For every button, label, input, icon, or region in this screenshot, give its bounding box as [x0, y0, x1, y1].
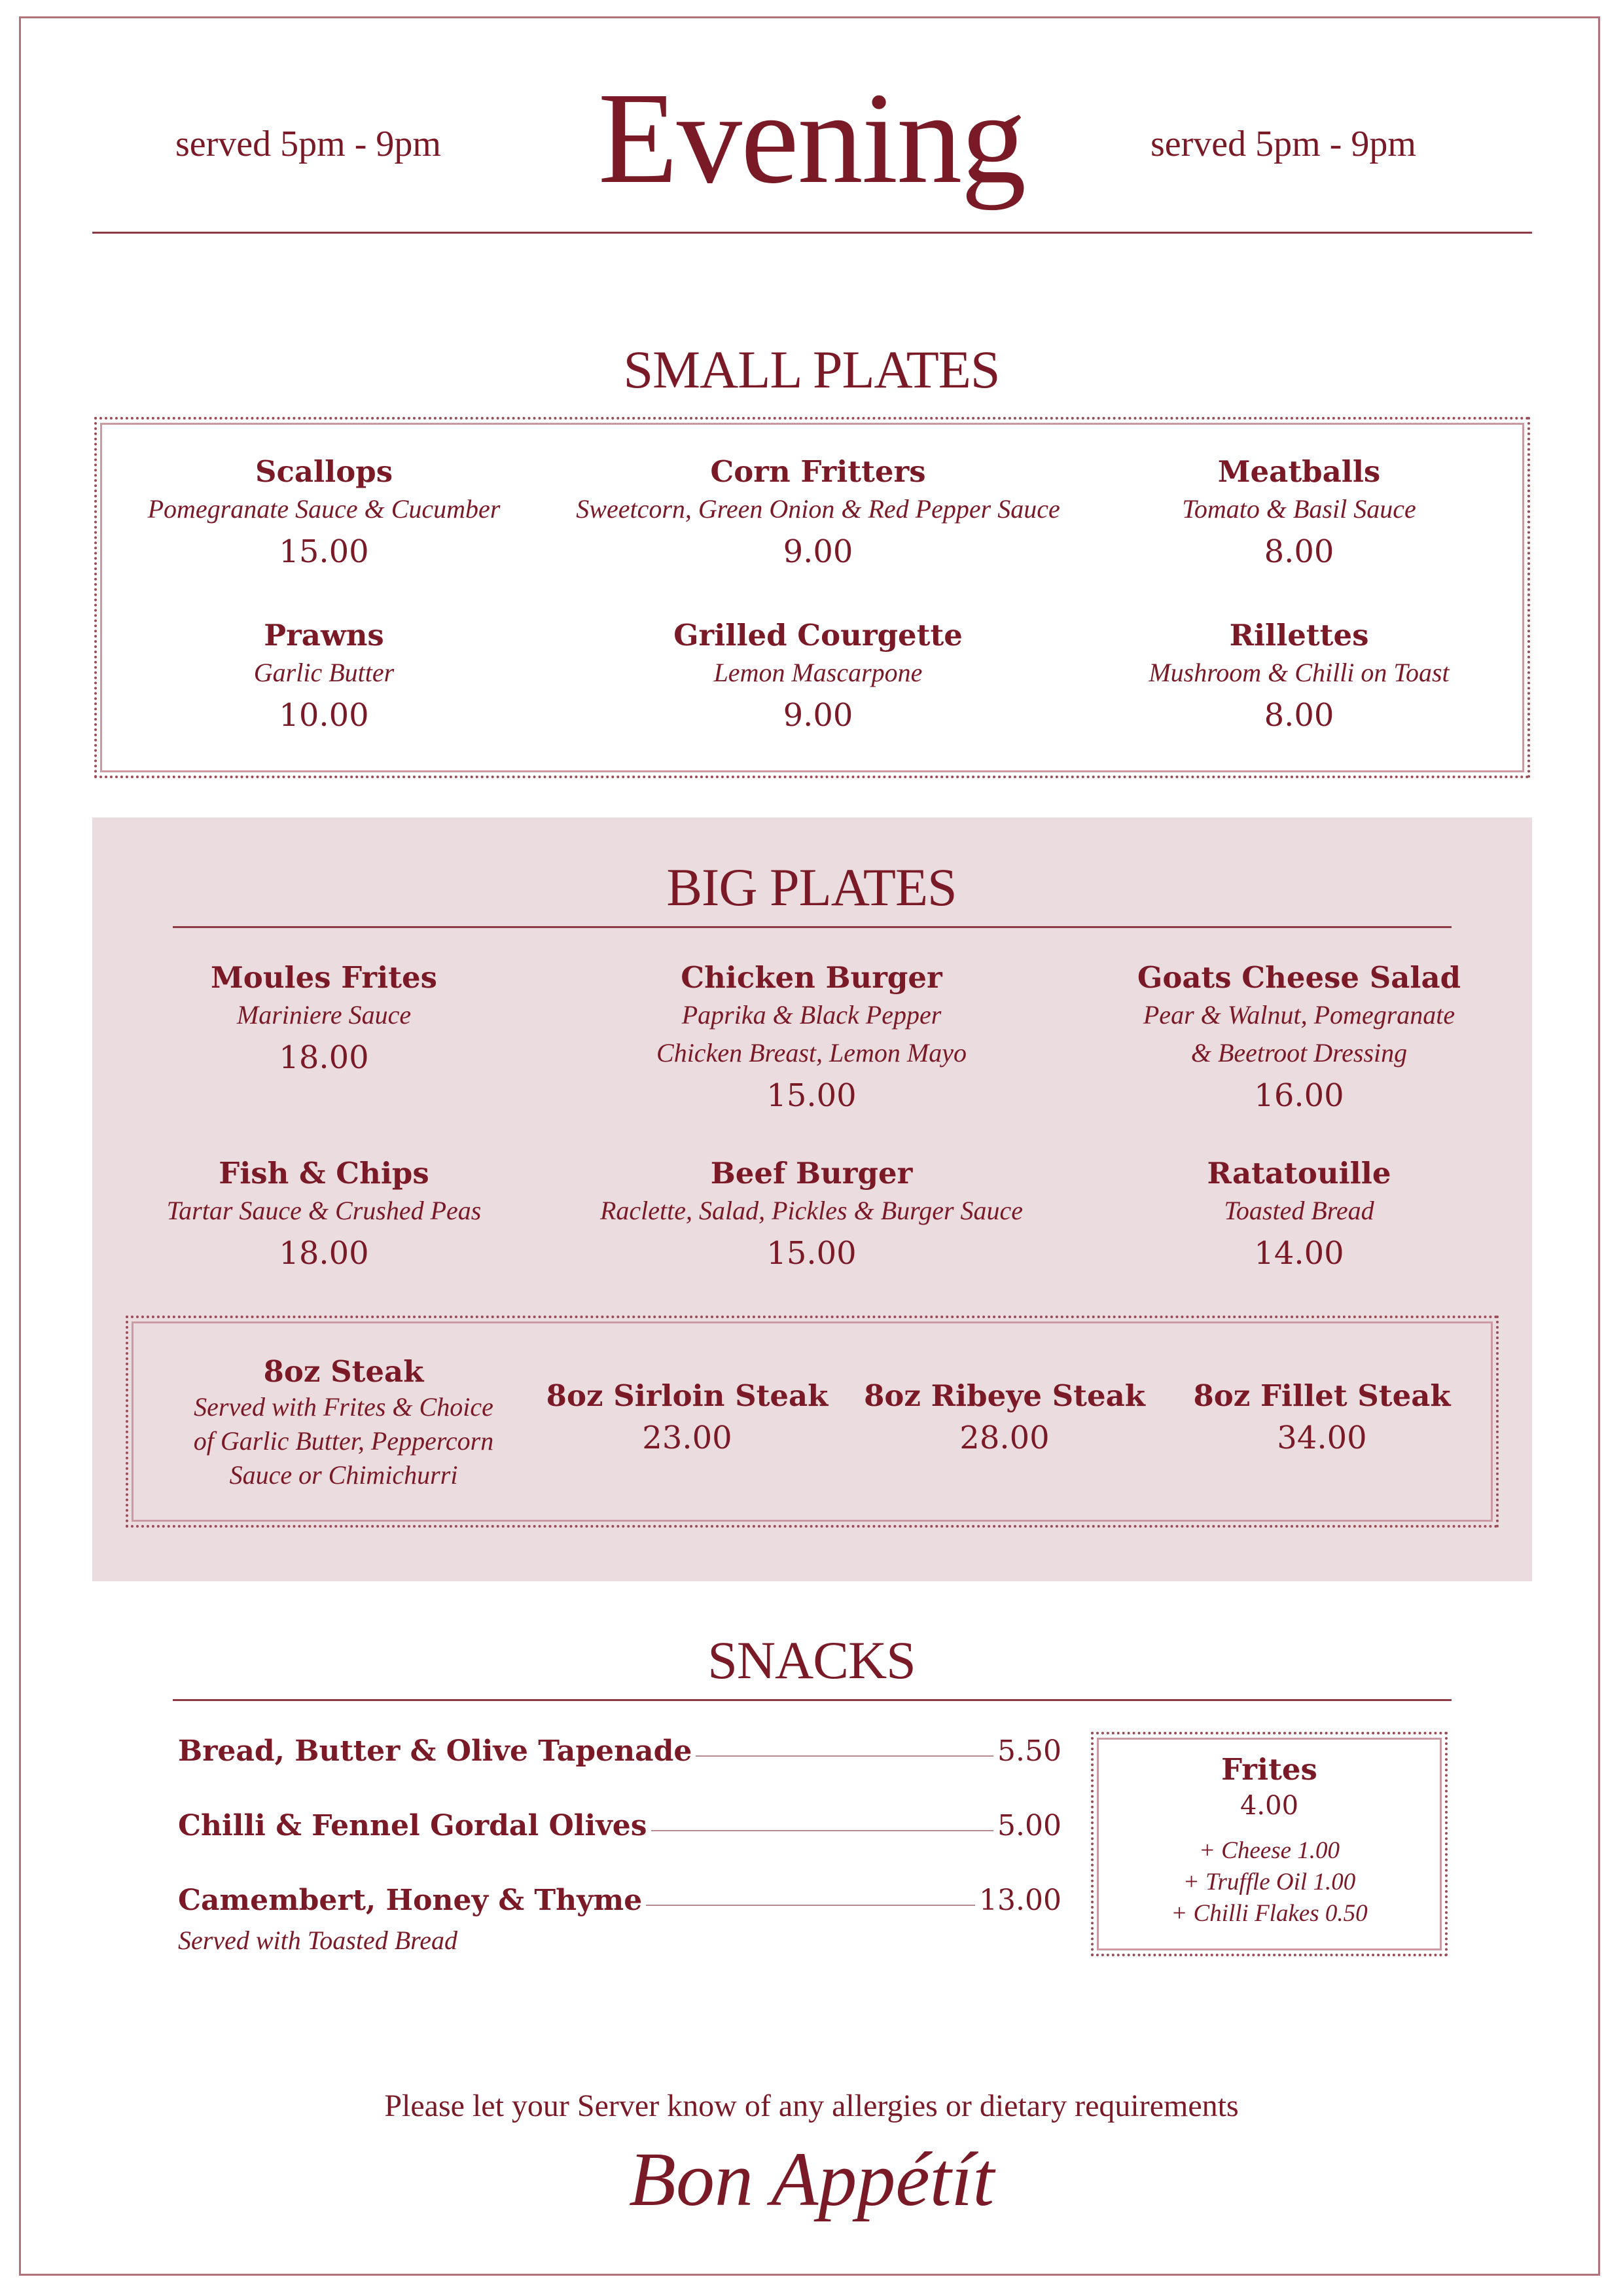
item-description: Tartar Sauce & Crushed Peas — [166, 1196, 482, 1226]
item-name: Beef Burger — [710, 1156, 913, 1191]
menu-item — [128, 454, 520, 573]
frites-extra: + Truffle Oil 1.00 — [1183, 1869, 1356, 1896]
item-name: Moules Frites — [211, 960, 437, 995]
big-plates-title: BIG PLATES — [666, 857, 957, 917]
menu-item — [128, 1155, 520, 1275]
item-price: 5.50 — [997, 1734, 1061, 1768]
item-price: 14.00 — [1254, 1235, 1344, 1272]
menu-item — [550, 617, 1086, 737]
item-description: Mariniere Sauce — [236, 1000, 412, 1030]
steak-option — [543, 1378, 831, 1460]
item-description: Sauce or Chimichurri — [229, 1460, 458, 1490]
item-name: Grilled Courgette — [673, 618, 963, 653]
leader-line — [696, 1755, 993, 1757]
item-price: 15.00 — [766, 1235, 857, 1272]
small-plates-title: SMALL PLATES — [623, 340, 1000, 399]
allergy-note: Please let your Server know of any allergies or dietary requirements — [384, 2089, 1239, 2123]
item-price: 8.00 — [1264, 533, 1334, 571]
item-price: 28.00 — [959, 1420, 1050, 1457]
item-price: 9.00 — [783, 533, 853, 571]
item-price: 16.00 — [1254, 1077, 1344, 1115]
item-description: Served with Frites & Choice — [194, 1392, 493, 1422]
item-name: 8oz Ribeye Steak — [864, 1378, 1145, 1413]
big-plates-divider — [173, 926, 1452, 928]
steak-intro — [147, 1354, 540, 1492]
item-name: Goats Cheese Salad — [1137, 960, 1461, 995]
item-price: 23.00 — [642, 1420, 732, 1457]
item-description: Sweetcorn, Green Onion & Red Pepper Sauce — [576, 494, 1060, 524]
item-price: 5.00 — [997, 1809, 1061, 1842]
menu-item — [128, 617, 520, 737]
item-description: Pomegranate Sauce & Cucumber — [147, 494, 501, 524]
item-name: 8oz Sirloin Steak — [546, 1378, 829, 1413]
item-name: Fish & Chips — [219, 1156, 429, 1191]
item-price: 4.00 — [1240, 1791, 1299, 1821]
spacer — [1091, 1823, 1448, 1835]
menu-item — [550, 454, 1086, 573]
item-description: Toasted Bread — [1224, 1196, 1374, 1226]
item-name: Prawns — [264, 618, 384, 653]
item-price: 13.00 — [979, 1884, 1061, 1917]
item-price: 18.00 — [279, 1235, 369, 1272]
item-description: Garlic Butter — [253, 658, 395, 688]
item-name: Chicken Burger — [681, 960, 942, 995]
snacks-title: SNACKS — [707, 1630, 916, 1690]
item-price: 10.00 — [279, 697, 369, 734]
item-price: 9.00 — [783, 697, 853, 734]
item-price: 15.00 — [279, 533, 369, 571]
menu-item — [128, 960, 520, 1079]
page-title: Evening — [597, 66, 1026, 211]
item-description: Tomato & Basil Sauce — [1182, 494, 1416, 524]
frites-card — [1091, 1751, 1448, 1930]
snacks-divider — [173, 1699, 1452, 1701]
snack-row — [178, 1884, 1061, 1917]
item-description: & Beetroot Dressing — [1190, 1038, 1408, 1068]
item-description: of Garlic Butter, Peppercorn — [193, 1426, 494, 1456]
item-name: Rillettes — [1229, 618, 1369, 653]
item-description: Lemon Mascarpone — [713, 658, 923, 688]
snack-row — [178, 1809, 1061, 1842]
leader-line — [651, 1830, 993, 1831]
bon-appetit-signoff: Bon Appétít — [628, 2136, 995, 2222]
menu-item — [550, 960, 1073, 1117]
menu-item — [1103, 454, 1495, 573]
frites-extra: + Cheese 1.00 — [1198, 1837, 1340, 1865]
item-name: Frites — [1221, 1752, 1317, 1787]
item-description: Pear & Walnut, Pomegranate — [1143, 1000, 1455, 1030]
item-description: Paprika & Black Pepper — [681, 1000, 942, 1030]
item-name: Camembert, Honey & Thyme — [178, 1884, 643, 1917]
item-price: 15.00 — [766, 1077, 857, 1115]
served-hours-left: served 5pm - 9pm — [175, 124, 441, 164]
item-description: Served with Toasted Bread — [178, 1926, 458, 1955]
item-description: Mushroom & Chilli on Toast — [1149, 658, 1450, 688]
menu-item — [550, 1155, 1073, 1275]
item-name: Scallops — [255, 454, 393, 489]
item-price: 34.00 — [1277, 1420, 1367, 1457]
item-name: Ratatouille — [1207, 1156, 1391, 1191]
item-price: 18.00 — [279, 1039, 369, 1077]
item-price: 8.00 — [1264, 697, 1334, 734]
leader-line — [646, 1905, 975, 1906]
frites-extra: + Chilli Flakes 0.50 — [1171, 1900, 1368, 1928]
snack-row — [178, 1734, 1061, 1768]
item-name: 8oz Fillet Steak — [1193, 1378, 1451, 1413]
steak-option — [861, 1378, 1149, 1460]
item-name: 8oz Steak — [263, 1354, 424, 1389]
item-name: Corn Fritters — [710, 454, 926, 489]
item-description: Chicken Breast, Lemon Mayo — [656, 1038, 967, 1068]
item-name: Meatballs — [1217, 454, 1381, 489]
menu-item — [1103, 960, 1495, 1117]
header-divider — [92, 232, 1532, 234]
item-name: Chilli & Fennel Gordal Olives — [178, 1809, 647, 1842]
item-name: Bread, Butter & Olive Tapenade — [178, 1734, 692, 1768]
steak-option — [1178, 1378, 1466, 1460]
menu-item — [1103, 1155, 1495, 1275]
served-hours-right: served 5pm - 9pm — [1150, 124, 1416, 164]
item-description: Raclette, Salad, Pickles & Burger Sauce — [599, 1196, 1024, 1226]
menu-item — [1103, 617, 1495, 737]
